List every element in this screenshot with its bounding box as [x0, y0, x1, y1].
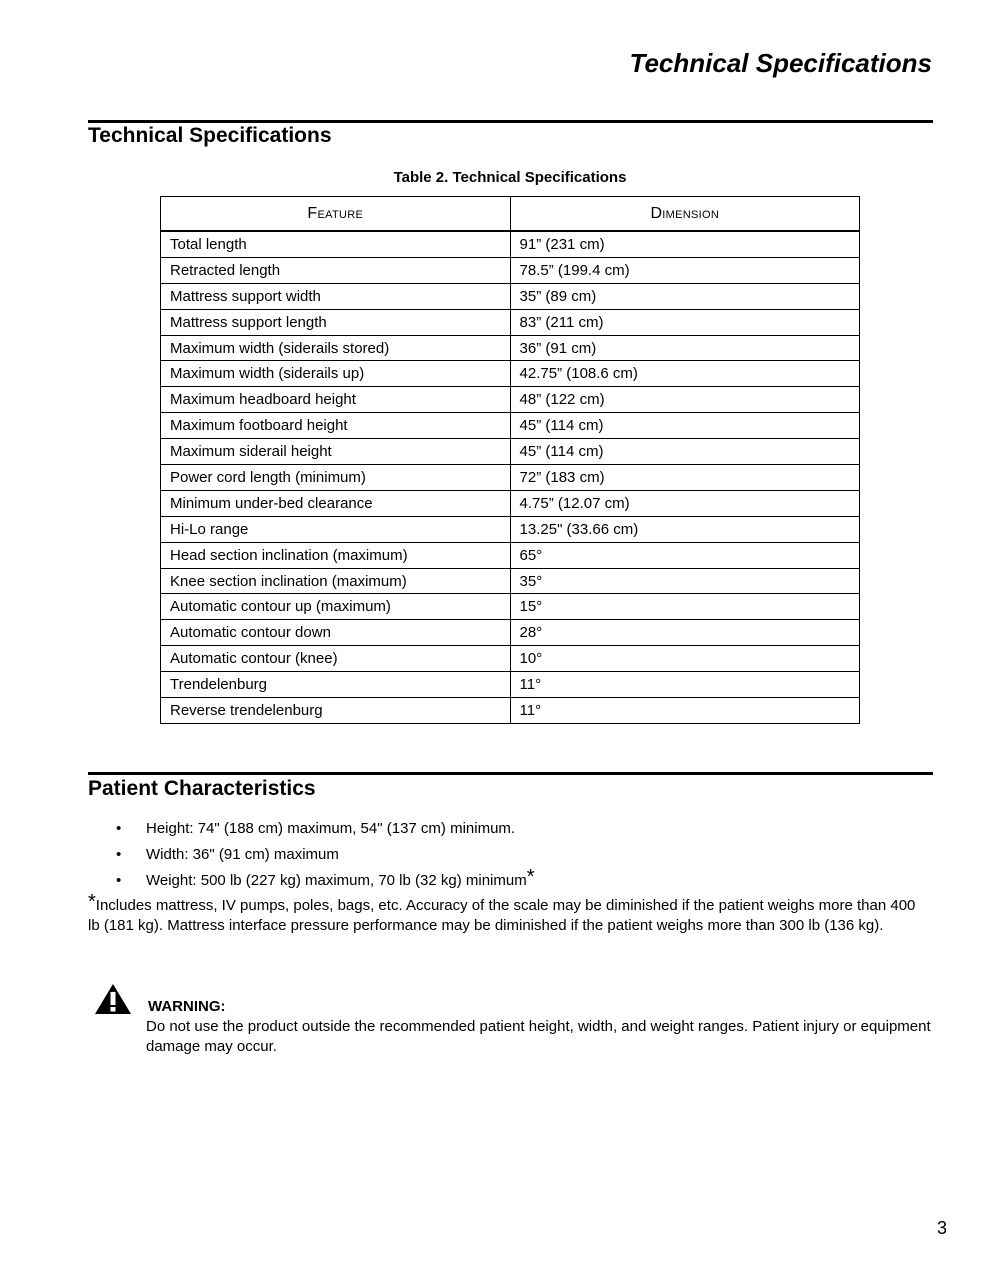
table-caption: Table 2. Technical Specifications: [393, 169, 627, 186]
dimension-cell: 15°: [510, 594, 859, 620]
feature-cell: Maximum headboard height: [161, 387, 511, 413]
list-item: [88, 819, 535, 845]
table-row: [161, 439, 860, 465]
table-row: [161, 387, 860, 413]
dimension-cell: 65°: [510, 542, 859, 568]
dimension-cell: 72” (183 cm): [510, 465, 859, 491]
footnote-marker: *: [88, 891, 96, 913]
feature-cell: Maximum siderail height: [161, 439, 511, 465]
dimension-cell: 45” (114 cm): [510, 413, 859, 439]
table-row: [161, 361, 860, 387]
table-row: [161, 516, 860, 542]
specifications-table: [160, 196, 860, 724]
feature-cell: Trendelenburg: [161, 672, 511, 698]
feature-cell: Retracted length: [161, 257, 511, 283]
dimension-cell: 11°: [510, 698, 859, 724]
table-row: [161, 283, 860, 309]
feature-cell: Total length: [161, 231, 511, 257]
feature-cell: Power cord length (minimum): [161, 465, 511, 491]
footnote-marker: *: [526, 866, 535, 888]
feature-cell: Maximum width (siderails up): [161, 361, 511, 387]
feature-cell: Automatic contour down: [161, 620, 511, 646]
section-title-patient-characteristics: Patient Characteristics: [88, 777, 316, 800]
feature-cell: Maximum footboard height: [161, 413, 511, 439]
bullet-glyph: •: [116, 846, 122, 863]
dimension-cell: 48” (122 cm): [510, 387, 859, 413]
table-row: [161, 620, 860, 646]
section-title-technical-specifications: Technical Specifications: [88, 124, 332, 147]
table-row: [161, 672, 860, 698]
running-head: Technical Specifications: [629, 48, 932, 78]
dimension-cell: 28°: [510, 620, 859, 646]
page-number: 3: [936, 1218, 947, 1238]
dimension-cell: 78.5” (199.4 cm): [510, 257, 859, 283]
warning-triangle-icon: [94, 983, 132, 1015]
list-item-text: Height: 74" (188 cm) maximum, 54" (137 cm) minimum.: [146, 820, 516, 837]
column-header-dimension: Dimension: [510, 197, 859, 232]
dimension-cell: 35” (89 cm): [510, 283, 859, 309]
dimension-cell: 36” (91 cm): [510, 335, 859, 361]
dimension-cell: 13.25" (33.66 cm): [510, 516, 859, 542]
table-header-row: [161, 197, 860, 232]
column-header-feature: Feature: [161, 197, 511, 232]
list-item: [88, 845, 535, 871]
feature-cell: Knee section inclination (maximum): [161, 568, 511, 594]
feature-cell: Head section inclination (maximum): [161, 542, 511, 568]
table-row: [161, 257, 860, 283]
dimension-cell: 91” (231 cm): [510, 231, 859, 257]
patient-characteristics-list: [88, 819, 535, 897]
dimension-cell: 10°: [510, 646, 859, 672]
table-row: [161, 465, 860, 491]
feature-cell: Reverse trendelenburg: [161, 698, 511, 724]
table-row: [161, 568, 860, 594]
table-row: [161, 698, 860, 724]
feature-cell: Mattress support length: [161, 309, 511, 335]
warning-title: WARNING:: [148, 998, 226, 1015]
section-divider: [88, 120, 933, 123]
feature-cell: Automatic contour up (maximum): [161, 594, 511, 620]
table-row: [161, 335, 860, 361]
table-row: [161, 231, 860, 257]
table-row: [161, 594, 860, 620]
feature-cell: Mattress support width: [161, 283, 511, 309]
feature-cell: Hi-Lo range: [161, 516, 511, 542]
dimension-cell: 11°: [510, 672, 859, 698]
bullet-glyph: •: [116, 872, 122, 889]
dimension-cell: 45” (114 cm): [510, 439, 859, 465]
feature-cell: Minimum under-bed clearance: [161, 490, 511, 516]
dimension-cell: 42.75” (108.6 cm): [510, 361, 859, 387]
warning-text: Do not use the product outside the recommended patient height, width, and weight ranges. Patient injury or equipment damage may occur.: [146, 1018, 931, 1055]
table-row: [161, 490, 860, 516]
list-item-text: Weight: 500 lb (227 kg) maximum, 70 lb (32 kg) minimum: [146, 872, 527, 889]
table-row: [161, 646, 860, 672]
bullet-glyph: •: [116, 820, 122, 837]
feature-cell: Maximum width (siderails stored): [161, 335, 511, 361]
table-row: [161, 542, 860, 568]
dimension-cell: 35°: [510, 568, 859, 594]
footnote: [88, 891, 928, 935]
footnote-text: Includes mattress, IV pumps, poles, bags, etc. Accuracy of the scale may be diminished if the patient weighs more than 400 lb (181 kg). Mattress interface pressure performance may be diminished if the patient weighs more than 300 lb (136 kg).: [88, 897, 916, 934]
table-row: [161, 413, 860, 439]
dimension-cell: 4.75” (12.07 cm): [510, 490, 859, 516]
list-item: [88, 866, 535, 897]
list-item-text: Width: 36" (91 cm) maximum: [146, 846, 339, 863]
dimension-cell: 83” (211 cm): [510, 309, 859, 335]
table-row: [161, 309, 860, 335]
section-divider: [88, 772, 933, 775]
feature-cell: Automatic contour (knee): [161, 646, 511, 672]
